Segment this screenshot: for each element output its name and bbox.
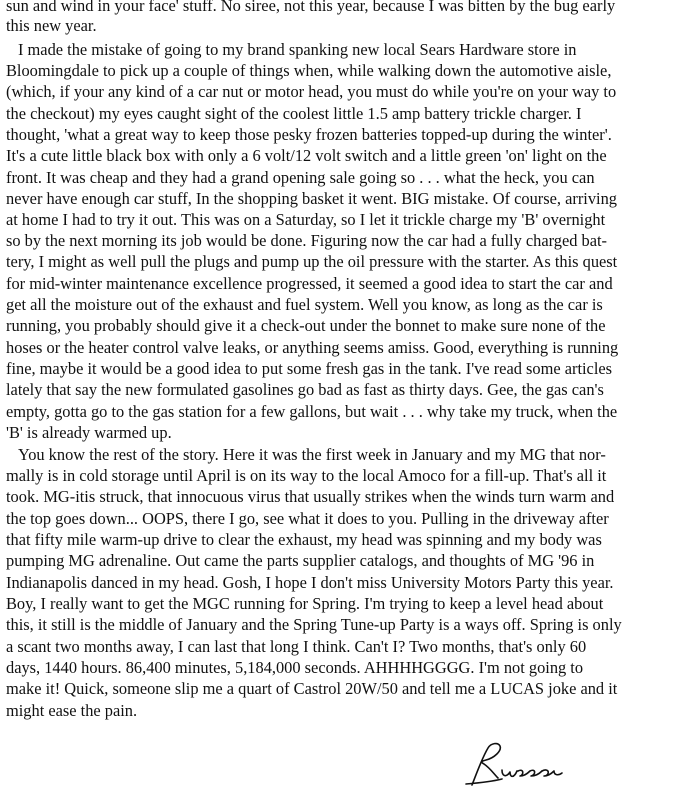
signature bbox=[458, 740, 578, 790]
text-line: You know the rest of the story. Here it was the first week in January and my MG that nor- bbox=[18, 445, 606, 464]
text-line: Indianapolis danced in my head. Gosh, I hope I don't miss University Motors Party this year. bbox=[6, 573, 614, 592]
text-line: pumping MG adrenaline. Out came the parts supplier catalogs, and thoughts of MG '96 in bbox=[6, 551, 595, 570]
text-line: get all the moisture out of the exhaust and fuel system. Well you know, as long as the car is bbox=[6, 295, 603, 314]
text-line: this new year. bbox=[6, 16, 97, 35]
text-line: days, 1440 hours. 86,400 minutes, 5,184,000 seconds. AHHHHGGGG. I'm not going to bbox=[6, 658, 584, 677]
text-line: might ease the pain. bbox=[6, 701, 138, 720]
text-line: at home I had to try it out. This was on a Saturday, so I let it trickle charge my 'B' overnight bbox=[6, 210, 606, 229]
text-line: a scant two months away, I can last that long I think. Can't I? Two months, that's only 60 bbox=[6, 637, 587, 656]
text-line: tery, I might as well pull the plugs and pump up the oil pressure with the starter. As this quest bbox=[6, 252, 618, 271]
text-line: took. MG-itis struck, that innocuous virus that usually strikes when the winds turn warm and bbox=[6, 487, 615, 506]
text-line: front. It was cheap and they had a grand opening sale going so . . . what the heck, you can bbox=[6, 168, 595, 187]
text-line: the checkout) my eyes caught sight of the coolest little 1.5 amp battery trickle charger. I bbox=[6, 104, 582, 123]
text-line: 'B' is already warmed up. bbox=[6, 423, 172, 442]
text-line: so by the next morning its job would be done. Figuring now the car had a fully charged bat- bbox=[6, 231, 608, 250]
text-line: this, it still is the middle of January and the Spring Tune-up Party is a ways off. Spring is only bbox=[6, 615, 622, 634]
text-line: fine, maybe it would be a good idea to put some fresh gas in the tank. I've read some articles bbox=[6, 359, 613, 378]
text-line: the top goes down... OOPS, there I go, see what it does to you. Pulling in the driveway after bbox=[6, 509, 609, 528]
text-line: empty, gotta go to the gas station for a few gallons, but wait . . . why take my truck, when the bbox=[6, 402, 618, 421]
text-line: Bloomingdale to pick up a couple of things when, while walking down the automotive aisle, bbox=[6, 61, 612, 80]
text-line: for mid-winter maintenance excellence progressed, it seemed a good idea to start the car and bbox=[6, 274, 613, 293]
text-line: It's a cute little black box with only a 6 volt/12 volt switch and a little green 'on' light on the bbox=[6, 146, 607, 165]
text-line: Boy, I really want to get the MGC running for Spring. I'm trying to keep a level head about bbox=[6, 594, 604, 613]
text-line: that fifty mile warm-up drive to clear the exhaust, my head was spinning and my body was bbox=[6, 530, 602, 549]
text-line: never have enough car stuff, In the shopping basket it went. BIG mistake. Of course, arriving bbox=[6, 189, 617, 208]
text-line: running, you probably should give it a check-out under the bonnet to make sure none of the bbox=[6, 316, 606, 335]
text-line: (which, if your any kind of a car nut or motor head, you must do while you're on your way to bbox=[6, 82, 617, 101]
text-line: make it! Quick, someone slip me a quart of Castrol 20W/50 and tell me a LUCAS joke and it bbox=[6, 679, 618, 698]
text-line: sun and wind in your face' stuff. No siree, not this year, because I was bitten by the bug early bbox=[6, 0, 616, 15]
text-line: hoses or the heater control valve leaks, or anything seems amiss. Good, everything is running bbox=[6, 338, 619, 357]
text-line: lately that say the new formulated gasolines go bad as fast as thirty days. Gee, the gas can's bbox=[6, 380, 604, 399]
text-line: I made the mistake of going to my brand spanking new local Sears Hardware store in bbox=[18, 40, 577, 59]
text-line: mally is in cold storage until April is on its way to the local Amoco for a fill-up. That's all it bbox=[6, 466, 607, 485]
text-line: thought, 'what a great way to keep those pesky frozen batteries topped-up during the winter'. bbox=[6, 125, 612, 144]
